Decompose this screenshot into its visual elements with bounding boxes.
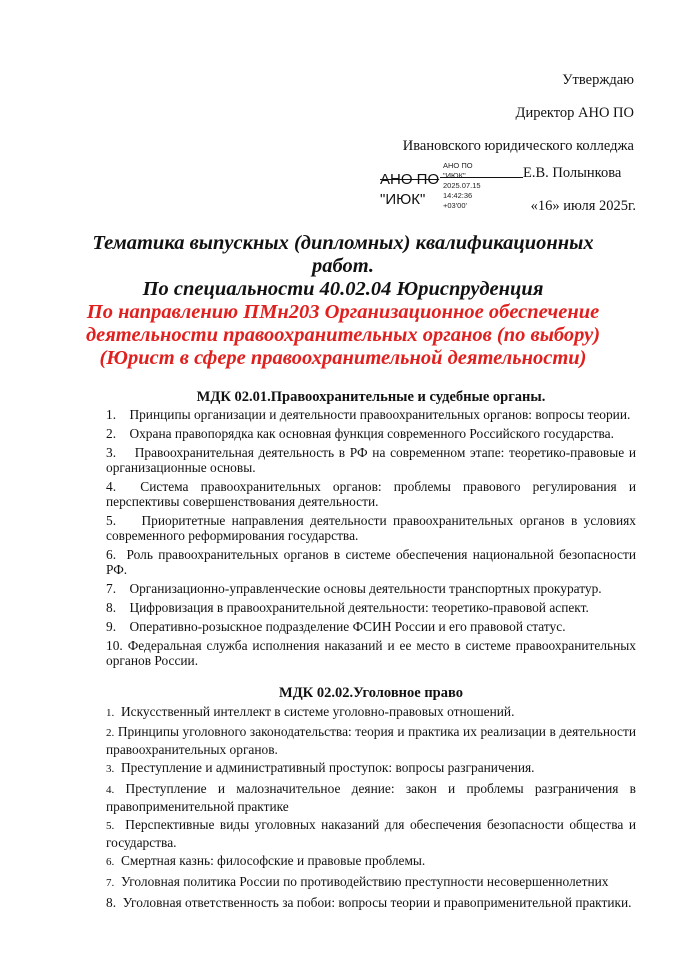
signature-line [440,177,523,178]
signature-timezone: +03'00' [443,201,467,210]
item-number: 6. [106,856,115,869]
item-text: Принципы организации и деятельности правоохранительных органов: вопросы теории. [129,407,631,423]
item-text: Преступление и малозначительное деяние: закон и проблемы разграничения в правоприменительной практике [106,781,636,814]
signature-time: 14:42:36 [443,191,473,200]
item-number: 7. [106,581,117,597]
list-item [106,638,636,669]
director-name: Е.В. Полынкова [523,165,622,181]
item-number: 8. [106,600,117,616]
title-line-5: деятельности правоохранительных органов (по выбору) [85,324,601,346]
title-line-3: По специальности 40.02.04 Юриспруденция [142,278,544,300]
item-number: 9. [106,618,117,634]
title-line-4: По направлению ПМн203 Организационное обеспечение [86,301,600,323]
item-text: Преступление и административный проступок: вопросы разграничения. [120,760,535,776]
item-number: 8. [106,895,117,911]
director-title: Директор АНО ПО [515,105,634,121]
list-item [106,426,636,441]
item-number: 4. [106,478,117,494]
item-number: 7. [106,877,115,890]
list-item [106,547,636,578]
college-name: Ивановского юридического колледжа [402,138,634,154]
item-number: 1. [106,407,117,423]
list-item [106,479,636,510]
item-text: Смертная казнь: философские и правовые проблемы. [120,853,426,869]
item-text: Оперативно-розыскное подразделение ФСИН России и его правовой статус. [129,618,566,634]
title-line-6: (Юрист в сфере правоохранительной деятельности) [99,347,587,369]
item-text: Организационно-управленческие основы деятельности транспортных прокуратур. [129,581,602,597]
signature-row [380,160,636,220]
stamp-org-line1: АНО ПО [380,171,440,188]
title-line-2: работ. [311,255,375,277]
list-item [106,817,636,850]
item-number: 5. [106,820,115,833]
list-item [106,600,636,615]
list-item [106,407,636,422]
list-item [106,445,636,476]
item-text: Приоритетные направления деятельности правоохранительных органов в условиях современного реформирования государства. [106,513,636,544]
list-item [106,895,636,910]
approval-heading: Утверждаю [562,72,634,88]
document-title [0,232,686,370]
signature-org-line2: "ИЮК" [443,171,466,180]
item-number: 3. [106,763,115,776]
item-number: 5. [106,513,117,529]
list-item [106,513,636,544]
section-title-mdk-02-02: МДК 02.02.Уголовное право [279,685,463,702]
item-number: 3. [106,444,117,460]
item-text: Роль правоохранительных органов в системе обеспечения национальной безопасности РФ. [106,547,636,578]
stamp-org-line2: "ИЮК" [380,191,426,208]
list-item [106,581,636,596]
item-text: Уголовная политика России по противодействию преступности несовершеннолетних [120,874,609,890]
item-text: Искусственный интеллект в системе уголовно-правовых отношений. [120,703,515,719]
item-text: Уголовная ответственность за побои: вопросы теории и правоприменительной практики. [122,895,632,911]
list-item [106,619,636,634]
item-text: Правоохранительная деятельность в РФ на современном этапе: теоретико-правовые и организационные основы. [106,444,636,476]
digital-signature-stamp [380,170,439,210]
topic-list-mdk-02-01 [106,407,636,668]
list-item [106,781,636,814]
item-number: 2. [106,426,117,442]
item-text: Цифровизация в правоохранительной деятельности: теоретико-правовой аспект. [129,600,589,616]
title-line-1: Тематика выпускных (дипломных) квалификационных [92,232,594,254]
item-text: Система правоохранительных органов: проблемы правового регулирования и перспективы совершенствования деятельности. [106,478,636,510]
approval-date: «16» июля 2025г. [530,198,636,214]
item-number: 1. [106,706,115,719]
list-item [106,704,636,721]
item-text: Федеральная служба исполнения наказаний и ее место в системе правоохранительных органов России. [106,637,636,668]
approval-block [403,64,634,163]
list-item [106,724,636,757]
item-number: 2. [106,727,115,740]
item-number: 4. [106,784,115,797]
list-item [106,760,636,777]
signature-date: 2025.07.15 [443,181,481,190]
item-number: 10. [106,637,123,653]
item-text: Охрана правопорядка как основная функция современного Российского государства. [129,426,614,442]
signature-org-line1: АНО ПО [443,161,473,170]
section-title-mdk-02-01: МДК 02.01.Правоохранительные и судебные органы. [196,389,546,405]
topic-list-mdk-02-02 [106,704,636,911]
list-item [106,853,636,870]
item-number: 6. [106,547,117,563]
list-item [106,874,636,891]
signature-details [443,161,481,211]
item-text: Принципы уголовного законодательства: теория и практика их реализации в деятельности правоохранительных органов. [106,724,636,757]
item-text: Перспективные виды уголовных наказаний для обеспечения безопасности общества и государства. [106,817,636,850]
document-body [106,390,636,914]
